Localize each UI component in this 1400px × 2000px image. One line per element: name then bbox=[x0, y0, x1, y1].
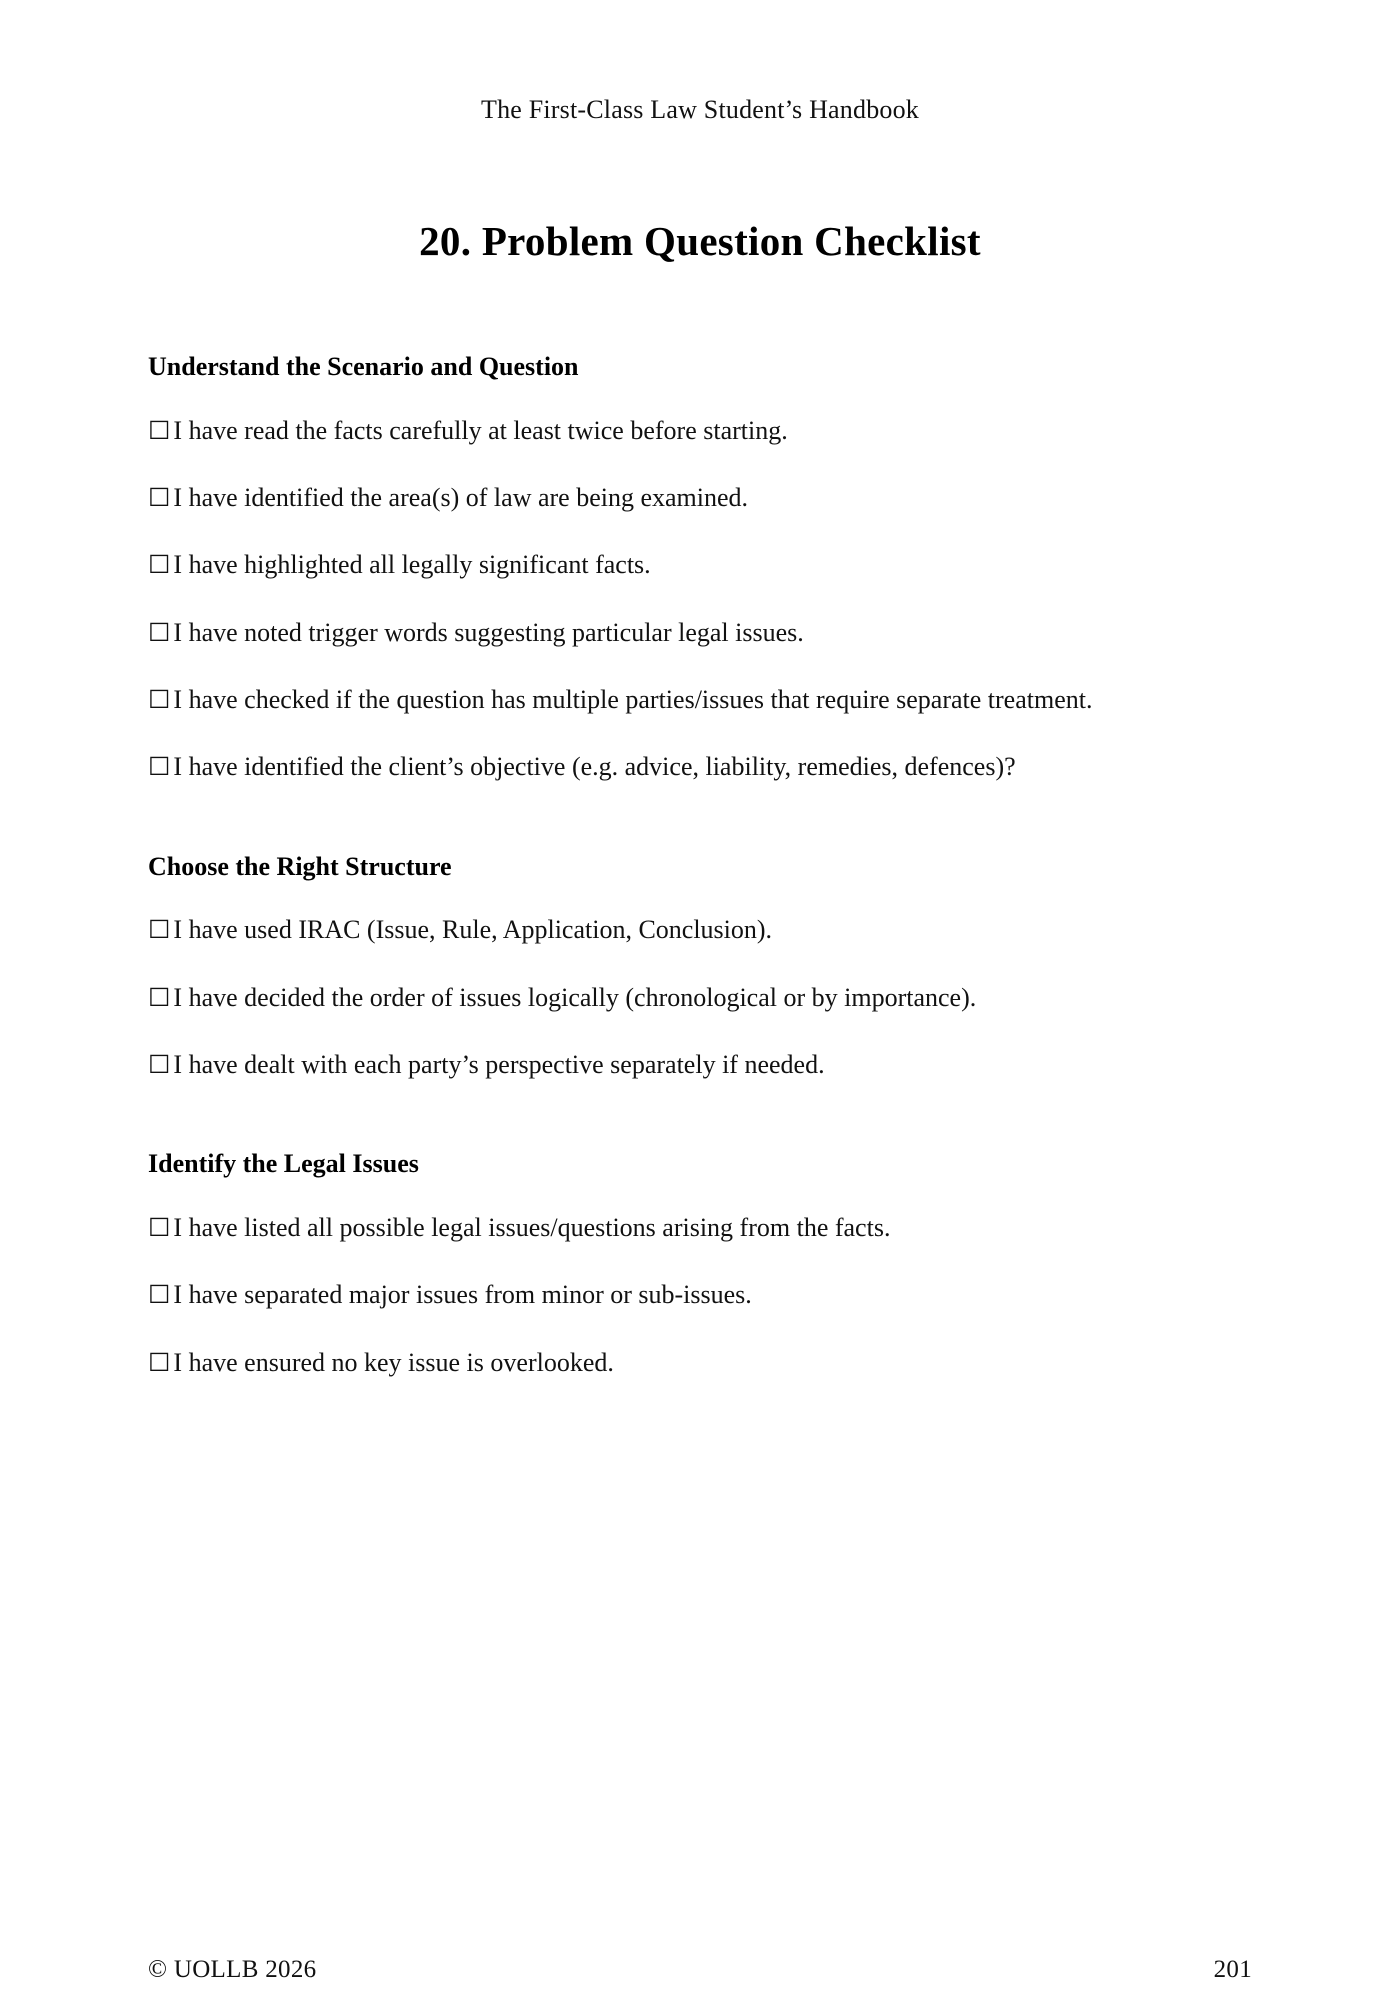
checklist-item-label: I have highlighted all legally significant facts. bbox=[173, 550, 651, 580]
checklist-item-label: I have identified the area(s) of law are being examined. bbox=[173, 483, 749, 513]
checklist-section bbox=[148, 350, 1248, 788]
checklist-item[interactable] bbox=[148, 910, 1248, 950]
checklist-section bbox=[148, 850, 1248, 1086]
checkbox-icon[interactable]: ☐ bbox=[148, 984, 171, 1012]
checkbox-icon[interactable]: ☐ bbox=[148, 1051, 171, 1079]
checklist-item-label: I have identified the client’s objective (e.g. advice, liability, remedies, defences)? bbox=[173, 752, 1016, 782]
checkbox-icon[interactable]: ☐ bbox=[148, 417, 171, 445]
checkbox-icon[interactable]: ☐ bbox=[148, 1349, 171, 1377]
checkbox-icon[interactable]: ☐ bbox=[148, 1215, 171, 1243]
checkbox-icon[interactable]: ☐ bbox=[148, 686, 171, 714]
checklist-item[interactable] bbox=[148, 1208, 1248, 1248]
checklist-item[interactable] bbox=[148, 613, 1248, 653]
checklist-section bbox=[148, 1147, 1248, 1383]
checklist-item[interactable] bbox=[148, 478, 1248, 518]
checklist-item[interactable] bbox=[148, 1343, 1248, 1383]
checkbox-icon[interactable]: ☐ bbox=[148, 1282, 171, 1310]
checklist-item-label: I have noted trigger words suggesting particular legal issues. bbox=[173, 617, 804, 647]
checklist-item[interactable] bbox=[148, 680, 1248, 720]
checkbox-icon[interactable]: ☐ bbox=[148, 917, 171, 945]
checklist-item-label: I have checked if the question has multiple parties/issues that require separate treatment. bbox=[173, 684, 1093, 714]
checklist-item-label: I have decided the order of issues logically (chronological or by importance). bbox=[173, 982, 977, 1012]
checkbox-icon[interactable]: ☐ bbox=[148, 619, 171, 647]
checkbox-icon[interactable]: ☐ bbox=[148, 485, 171, 513]
checklist-item-label: I have read the facts carefully at least twice before starting. bbox=[173, 415, 788, 445]
section-heading: Identify the Legal Issues bbox=[148, 1149, 419, 1179]
checklist-item[interactable] bbox=[148, 747, 1248, 787]
section-heading: Choose the Right Structure bbox=[148, 851, 452, 881]
checklist-item[interactable] bbox=[148, 411, 1248, 451]
page-footer bbox=[148, 1940, 1252, 2000]
checklist-item-label: I have ensured no key issue is overlooked. bbox=[173, 1347, 614, 1377]
checklist-item-label: I have separated major issues from minor or sub-issues. bbox=[173, 1280, 752, 1310]
checklist-content bbox=[148, 350, 1248, 1409]
checklist-item-label: I have used IRAC (Issue, Rule, Application, Conclusion). bbox=[173, 915, 773, 945]
running-header: The First-Class Law Student’s Handbook bbox=[480, 95, 919, 124]
checklist-item-label: I have dealt with each party’s perspective separately if needed. bbox=[173, 1049, 825, 1079]
footer-copyright: © UOLLB 2026 bbox=[148, 1956, 317, 1983]
page-title: 20. Problem Question Checklist bbox=[419, 218, 981, 265]
checklist-item[interactable] bbox=[148, 1045, 1248, 1085]
checklist-item-label: I have listed all possible legal issues/questions arising from the facts. bbox=[173, 1213, 891, 1243]
checklist-item[interactable] bbox=[148, 1275, 1248, 1315]
section-heading: Understand the Scenario and Question bbox=[148, 352, 579, 381]
checkbox-icon[interactable]: ☐ bbox=[148, 754, 171, 782]
footer-page-number: 201 bbox=[1213, 1956, 1252, 1983]
checklist-item[interactable] bbox=[148, 545, 1248, 585]
checkbox-icon[interactable]: ☐ bbox=[148, 552, 171, 580]
checklist-item[interactable] bbox=[148, 978, 1248, 1018]
